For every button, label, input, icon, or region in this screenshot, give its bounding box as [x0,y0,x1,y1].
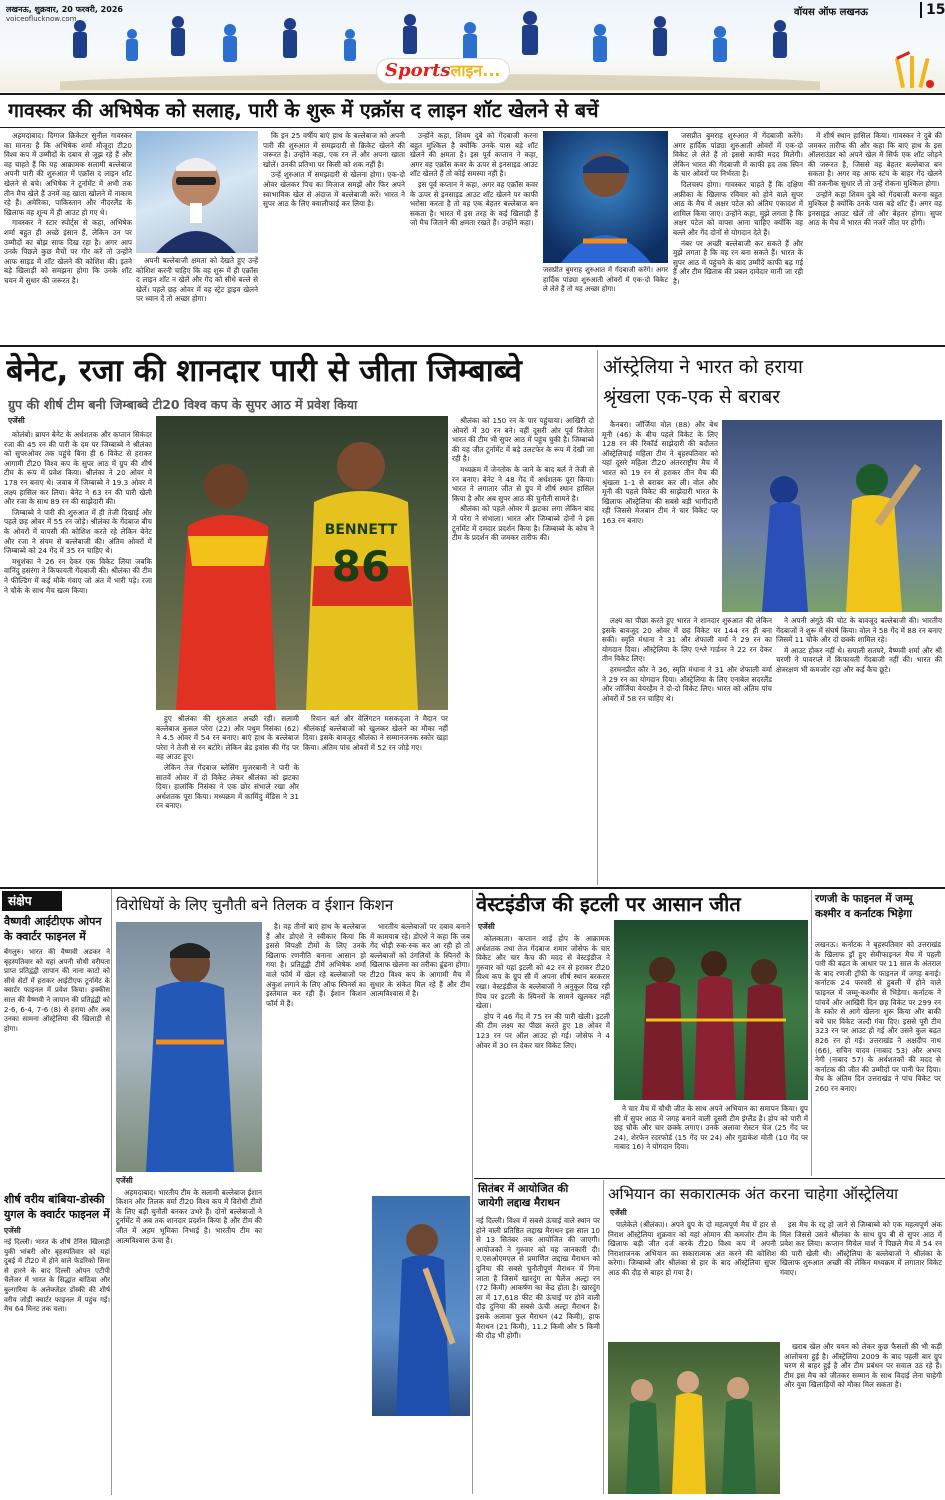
west-indies-illustration [614,920,808,1100]
story2-p7: श्रीलंका को 150 रन के पार पहुंचाया। आखिरी दो ओवरों में 30 रन बने। वहीं दूसरी ओर पूर्व विजेता भारत की टीम भी सुपर आठ में पहुंच चुकी है। जिम्बाब्वे की यह जीत टूर्नामेंट में बड़े उलटफेर के रूप में देखी जा रही है। [452,416,594,464]
story2-col-2b [156,714,299,885]
page-number: 15 [920,2,945,18]
australia-team-photo [608,1342,780,1494]
sankshep-body-1: बेंगलुरु। भारत की वैष्णवी अडकर ने बृहस्पतिवार को यहां अपनी चौथी वरीयता प्राप्त प्रतिद्वंद्वी जापान की नाना काटो को सीधे सेटों में हराकर आईटीएफ टूर्नामेंट के क्वार्टर फाइनल में प्रवेश किया। इक्कीस साल की वैष्णवी ने जापान की प्रतिद्वंद्वी को 2-6, 6-4, 7-6 (8) से हराया और अब उनका सामना ऑस्ट्रेलिया की खिलाड़ी से होगा। [4,948,110,1033]
story6-headline: रणजी के फाइनल में जम्मू कश्मीर व कर्नाटक भिड़ेगा [815,893,913,920]
story4-p3: भारतीय बल्लेबाजों पर दबाव बनाने में कामयाब रहे। डोएशे ने कहा कि जब गेंद थोड़ी रुक-रुक कर आ रही हो तो बल्लेबाजों को उंगलियों के स्पिनरों के खिलाफ खेलना का तरीका ढूंढना होगा। टी20 विश्व कप के आगामी मैच में सुधार के संकेत मिल रहे हैं और टीम आत्मविश्वास में है। [370,922,470,999]
story2-p8: मध्यक्रम में जेनतोक के जाने के बाद बर्ल ने तेजी से रन बनाए। बेनेट ने 48 गेंद में अर्धशतक पूरा किया। भारत ने लगातार जीत से ग्रुप में शीर्ष स्थान हासिल किया है और अब सुपर आठ की चुनौती सामने है। [452,464,594,503]
wicket-icon [888,48,938,90]
story1-p1: अहमदाबाद। दिग्गज क्रिकेटर सुनील गावस्कर का मानना है कि अभिषेक शर्मा मौजूदा टी20 विश्व कप में उम्मीदों के दबाव से जूझ रहे हैं और वह चाहते हैं कि यह आक्रामक सलामी बल्लेबाज अपनी पारी की शुरुआत में एक्रॉस द लाइन शॉट खेलने से बचे। अभिषेक ने टूर्नामेंट में अभी तक तीन मैच खेले हैं उनमें वह खाता खोलने में नाकाम रहे हैं। अमेरिका, पाकिस्तान और नीदरलैंड के खिलाफ वह शून्य में ही आउट हो गए थे। [4,131,132,217]
tilak-photo [372,1196,470,1416]
story1-p5: उन्हें शुरुआत में समझदारी से खेलना होगा। एक-दो ओवर खेलकर पिच का मिजाज समझें और फिर अपने स्वाभाविक खेल से अंदाज में बल्लेबाजी करें। भारत ने सुपर आठ के लिए क्वालीफाई कर लिया है। [263,170,405,209]
story3-col-2 [602,616,772,885]
masthead [0,0,945,92]
story3-col-1 [602,420,718,612]
story8-col-3 [784,1342,942,1494]
divider-story4-story5 [472,890,473,1494]
paper-name: वॉयस ऑफ लखनऊ [794,7,868,18]
gavaskar-photo [136,131,258,253]
story4-byline: एजेंसी [116,1176,133,1185]
australia-team-illustration [608,1342,780,1494]
story7-headline-2: जायेगी लद्दाख मैराथन [478,1197,560,1209]
story2-p3: मधुशंका ने 26 रन देकर एक विकेट लिया जबकि वानिंदु हसरंगा ने किफायती गेंदबाजी की। श्रीलंका की टीम ने फील्डिंग में कई मौके गंवाए जो अंत में भारी पड़े। रजा ने चौके के साथ मैच खत्म किया। [4,556,152,595]
story1-caption: जसप्रीत बुमराह शुरुआत में गेंदबाजी करेंगे। अगर हार्दिक पांड्या शुरुआती ओवरों में एक-दो विकेट ले लेते हैं तो यह अच्छा होगा। [543,266,668,294]
story5-byline: एजेंसी [478,922,495,931]
story1-p8: जसप्रीत बुमराह शुरुआत में गेंदबाजी करेंगे। अगर हार्दिक पांड्या शुरुआती ओवरों में एक-दो विकेट ले लेते हैं तो इससे काफी मदद मिलेगी। लेकिन भारत की गेंदबाजी में काफी हद तक स्पिन के चार ओवरों पर निर्भरता है। [673,131,803,179]
story2-headline: बेनेट, रजा की शानदार पारी से जीता जिम्बाब्वे [6,353,522,389]
sankshep-label: संक्षेप [2,891,62,911]
story1-p2: गावस्कर ने स्टार स्पोर्ट्स से कहा, अभिषेक शर्मा बहुत ही अच्छे इंसान हैं, लेकिन उन पर उम्मीदों का बोझ साफ दिख रहा है। अगर आप उनके पिछले कुछ मैचों पर गौर करें तो उन्होंने आफ साइड में शॉट खेलने की कोशिश की। इतने बड़े खिलाड़ी को समझना होगा कि उनके शॉट चयन में सुधार की जरूरत है। [4,218,132,285]
story5-headline: वेस्टइंडीज की इटली पर आसान जीत [476,892,741,916]
divider-story7-story8 [603,1180,604,1494]
jersey-number: 86 [331,542,391,591]
tilak-illustration [372,1196,470,1416]
story3-p3: हरमनप्रीत कौर ने 36, स्मृति मंधाना ने 31 और शेफाली वर्मा ने 29 रन का योगदान दिया। ऑस्ट्रेलिया के लिए एनाबेल सदरलैंड और जॉर्जिया वेयरहैम ने दो-दो विकेट लिए। भारत को अंतिम पांच ओवरों में 58 रन चाहिए थे। [602,664,772,703]
story2-p9: श्रीलंका को पहले ओवर में झटका लगा लेकिन बाद में परेरा ने संभाला। भारत और जिम्बाब्वे दोनों ने इस टूर्नामेंट में दमदार प्रदर्शन किया है। जिम्बाब्वे के कोच ने टीम के प्रदर्शन की जमकर तारीफ की। [452,504,594,543]
divider-story2-story3 [597,350,598,885]
story5-col-2 [614,1104,808,1170]
story1-p11: में शीर्ष स्थान हासिल किया। गावस्कर ने दुबे की जमकर तारीफ की और कहा कि बाएं हाथ के इस ऑलराउंडर को अपने खेल में सिर्फ एक शॉट जोड़ने की जरूरत है, जिससे वह बेहतर बल्लेबाज बन सकता है। अगर वह आफ स्टंप के बाहर गेंद खेलने की तकनीक सुधार लें तो उन्हें रोकना मुश्किल होगा। [808,131,942,188]
story3-p1: कैनबरा। जॉर्जिया वोल (88) और बेथ मूनी (46) के बीच पहले विकेट के लिए 128 रन की रिकॉर्ड साझेदारी की बदौलत ऑस्ट्रेलियाई महिला टीम ने बृहस्पतिवार को यहां दूसरे महिला टी20 अंतरराष्ट्रीय मैच में भारत को 19 रन से हराकर तीन मैच की श्रृंखला 1-1 से बराबर कर ली। वोल और मूनी की पहले विकेट की साझेदारी भारत के खिलाफ ऑस्ट्रेलिया की सबसे बड़ी भागीदारी रही जिससे मेजबान टीम ने चार विकेट पर 163 रन बनाए। [602,420,718,525]
story1-p3: अपनी बल्लेबाजी क्षमता को देखते हुए उन्हें कोशिश करनी चाहिए कि वह शुरू में ही एक्रॉस द लाइन शॉट न खेलें और गेंद को सीधे बल्ले से खेलें। पहले छह ओवर में वह स्ट्रेट ड्राइव खेलने पर ध्यान दें तो अच्छा होगा। [136,256,258,304]
zimbabwe-illustration [156,416,448,710]
jersey-name: BENNETT [324,522,398,538]
rule-2 [0,345,945,347]
story1-p10: नंबर पर अच्छी बल्लेबाजी कर सकते हैं और मुझे लगता है कि वह रन बना सकते हैं। भारत के सुपर आठ में पहुंचने के बाद उम्मीदें काफी बढ़ गई हैं और टीम खिताब की प्रबल दावेदार मानी जा रही है। [673,238,803,286]
story1-col-3 [263,131,405,341]
story8-byline: एजेंसी [610,1208,627,1217]
story3-p2: लक्ष्य का पीछा करते हुए भारत ने शानदार शुरुआत की लेकिन इसके बावजूद 20 ओवर में छह विकेट पर 144 रन ही बना सकी। स्मृति मंधाना ने 31 और शेफाली वर्मा ने 29 रन का योगदान दिया। ऑस्ट्रेलिया के लिए एश्ले गार्डनर ने 22 रन देकर तीन विकेट लिए। [602,616,772,664]
story6-body: लखनऊ। कर्नाटक ने बृहस्पतिवार को उत्तराखंड के खिलाफ ड्रॉ हुए सेमीफाइनल मैच में पहली पारी की बढ़त के आधार पर 11 साल के अंतराल के बाद रणजी ट्रॉफी के फाइनल में जगह बनाई। कर्नाटक 24 फरवरी से हुबली में होने वाले फाइनल में जम्मू-कश्मीर से भिड़ेगा। कर्नाटक ने पांचवें और आखिरी दिन छह विकेट पर 299 रन के स्कोर से आगे खेलना शुरू किया और बाकी बचे चार विकेट जल्दी गंवा दिए। इससे पूरी टीम 323 रन पर आउट हो गई और उसने कुल बढ़त 826 रन हो गई। उत्तराखंड ने अक्षदीप नाथ (66), सचिन यादव (नाबाद 53) और अभय नेगी (नाबाद 57) के अर्धशतकों की मदद से कर्नाटक की जीत की उम्मीदों पर पानी फेर दिया। मैच के अंतिम दिन उत्तराखंड ने पांच विकेट पर 260 रन बनाए। [815,940,941,1093]
story1-p12: उन्होंने कहा शिवम दुबे को गेंदबाजी करना बहुत मुश्किल है क्योंकि उनके पास बड़े शॉट हैं। अगर वह इनसाइड आउट खेलें तो और बेहतर होगा। सुपर आठ के मैच में भारत की नजरें जीत पर होंगी। [808,189,942,228]
story2-p1: कोलंबो। ब्रायन बेनेट के अर्धशतक और कप्तान सिकंदर रजा की 45 रन की पारी के दम पर जिम्बाब्वे ने श्रीलंका को सुपरओवर तक पहुंचे बिना ही 6 विकेट से हराकर आगामी टी20 विश्व कप के सुपर आठ में ग्रुप की शीर्ष टीम के रूप में प्रवेश किया। श्रीलंका ने 20 ओवर में 178 रन बनाए थे। जवाब में जिम्बाब्वे ने 19.3 ओवर में लक्ष्य हासिल कर लिया। बेनेट ने 63 रन की पारी खेली और रजा के साथ 89 रन की साझेदारी की। [4,430,152,507]
story2-col-4 [452,416,594,885]
section-logo [376,58,510,84]
story2-deck: ग्रुप की शीर्ष टीम बनी जिम्बाब्वे टी20 विश्व कप के सुपर आठ में प्रवेश किया [8,397,358,412]
story8-p3: खराब खेल और चयन को लेकर कुछ फैसलों की भी कड़ी आलोचना हुई है। ऑस्ट्रेलिया 2009 के बाद पहली बार ग्रुप चरण से बाहर हुई है और टीम प्रबंधन पर सवाल उठ रहे हैं। टीम इस मैच को जीतकर सम्मान के साथ विदाई लेना चाहेगी और युवा खिलाड़ियों को मौका मिल सकता है। [784,1342,942,1390]
story2-byline: एजेंसी [8,416,25,425]
ishan-photo [116,922,262,1172]
story8-col-1 [608,1220,776,1338]
story1-col-1 [4,131,132,341]
story3-headline-1: ऑस्ट्रेलिया ने भारत को हराया [603,356,803,378]
ishan-illustration [116,922,262,1172]
zimbabwe-photo [156,416,448,710]
story2-p4: हुए श्रीलंका की शुरुआत अच्छी रही। सलामी बल्लेबाज कुसल परेरा (22) और पथुम निसंका (62) ने 4.5 ओवर में 54 रन बनाए। बाएं हाथ के बल्लेबाज परेरा ने तेजी से रन बटोरे। लेकिन ब्रेड इवांस की गेंद पर वह आउट हुए। [156,714,299,762]
story1-col-2b [136,256,258,342]
story2-p2: जिम्बाब्वे ने पारी की शुरुआत में ही तेजी दिखाई और पहले छह ओवर में 55 रन जोड़े। श्रीलंका के गेंदबाज बीच के ओवरों में वापसी की कोशिश करते रहे लेकिन बेनेट और रजा ने संयम से बल्लेबाजी की। अंतिम ओवरों में जिम्बाब्वे को 24 गेंद में 35 रन चाहिए थे। [4,507,152,556]
story4-p2: है। वह तीनों बाएं हाथ के बल्लेबाज हैं और डोएशे ने स्वीकार किया कि इससे विपक्षी टीमों के लिए उनके खिलाफ रणनीति बनाना आसान हो गया है। प्रतिद्वंद्वी टीमें अभिषेक शर्मा वाले फॉर्म में खेल रहे बल्लेबाजों पर अंकुश लगाने के लिए ऑफ स्पिनर्स का इस्तेमाल कर रही हैं। ईशान किशन फॉर्म में हैं। [266,922,366,1008]
story3-p4: ने अपनी अंगूठे की चोट के बावजूद बल्लेबाजी की। भारतीय गेंदबाजों ने शुरू में संघर्ष किया। वोल ने 58 गेंद में 88 रन बनाए जिसमें 11 चौके और दो छक्के शामिल रहे। [776,616,942,645]
divider-story5-story6 [811,890,812,1176]
story1-p6: उन्होंने कहा, शिवम दुबे को गेंदबाजी करना बहुत मुश्किल है क्योंकि उनके पास बड़े शॉट खेलने की क्षमता है। इस पूर्व कप्तान ने कहा, अगर वह एक्रॉस कवर के ऊपर से इनसाइड आउट शॉट खेलते हैं तो कोई समस्या नहीं है। [410,131,538,179]
story3-p5: में आउट होकर नहीं थे। सयाली सतघरे, वैष्णवी शर्मा और श्री चरणी ने पावरप्ले में किफायती गेंदबाजी नहीं की। भारत की क्षेत्ररक्षण भी कमजोर रहा और कई कैच छूटे। [776,645,942,674]
story2-col-1 [4,430,152,885]
bumrah-illustration [543,131,668,263]
website: voiceoflucknow.com [6,15,77,23]
story1-p9: दिलचस्प होगा। गावस्कर चाहते हैं कि दक्षिण अफ्रीका के खिलाफ रविवार को होने वाले सुपर आठ के मैच में अक्षर पटेल को अंतिम एकादश में शामिल किया जाए। उन्होंने कहा, मुझे लगता है कि अक्षर पटेल को वापस आना चाहिए क्योंकि वह बल्ले और गेंद दोनों से योगदान देते हैं। [673,179,803,237]
story2-p5: लेकिन तेज गेंदबाज ब्लेसिंग मुजरबानी ने पारी के सातवें ओवर में दो विकेट लेकर श्रीलंका को झटका दिया। हालांकि निसंका ने एक छोर संभाले रखा और अर्धशतक पूरा किया। मध्यक्रम में कामिंदु मेंडिस ने 31 रन बनाए। [156,762,299,811]
bumrah-photo [543,131,668,263]
rule-4 [474,1178,945,1179]
sankshep-headline-1: वैष्णवी आईटीएफ ओपन के क्वार्टर फाइनल में [4,915,102,943]
story5-p2: होप ने 46 गेंद में 75 रन की पारी खेली। इटली की टीम लक्ष्य का पीछा करते हुए 18 ओवर में 123 रन पर ऑल आउट हो गई। जोसेफ ने 4 ओवर में 30 रन देकर चार विकेट लिए। [476,1011,610,1050]
story3-col-3 [776,616,942,885]
australia-women-illustration [722,420,942,612]
story4-p1: अहमदाबाद। भारतीय टीम के सलामी बल्लेबाज ईशान किशन और तिलक वर्मा टी20 विश्व कप में विरोधी टीमों के लिए बड़ी चुनौती बनकर उभरे हैं। दोनों बल्लेबाजों ने टूर्नामेंट में अब तक शानदार प्रदर्शन किया है और टीम की जीत में अहम भूमिका निभाई है। भारतीय टीम का आत्मविश्वास ऊंचा है। [116,1187,262,1245]
sankshep-byline-2: एजेंसी [4,1226,21,1235]
story4-col-1b [116,1176,262,1494]
player-silhouettes [73,11,787,62]
west-indies-photo [614,920,808,1100]
story7-headline-1: सितंबर में आयोजित की [478,1183,569,1195]
sankshep-headline-2: शीर्ष वरीय बांबिया-डोस्की युगल के क्वार्टर फाइनल में [4,1193,110,1221]
story1-headline: गावस्कर की अभिषेक को सलाह, पारी के शुरू में एक्रॉस द लाइन शॉट खेलने से बचें [8,99,599,122]
story1-p4: कि इन 25 वर्षीय बाएं हाथ के बल्लेबाज को अपनी पारी की शुरुआत में समझदारी से क्रिकेट खेलने की जरूरत है। उन्होंने कहा, एक रन लें और अपना खाता खोलें। उनकी प्रतिभा पर किसी को शक नहीं है। [263,131,405,169]
story5-p3: ने चार मैच में चौथी जीत के साथ अपने अभियान का समापन किया। ग्रुप सी में सुपर आठ में जगह बनाने वाली दूसरी टीम इंग्लैंड है। होप को पारी में छह चौके और चार छक्के लगाए। उनके अलावा रोस्टन चेज (25 गेंद पर 24), शेरफेन रदरफोर्ड (15 गेंद पर 24) और गुडाकेश मोती (10 गेंद पर नाबाद 16) ने योगदान दिया। [614,1104,808,1152]
story1-p7: इस पूर्व कप्तान ने कहा, अगर वह एक्रॉस कवर के ऊपर से इनसाइड आउट शॉट खेलने पर काफी भरोसा करता है तो वह एक बेहतर बल्लेबाज बन सकता है। भारत में इस तरह के कई खिलाड़ी हैं जो मैच जिताने की क्षमता रखते हैं। उन्होंने कहा। [410,179,538,228]
section-logo-line: लाइन... [450,61,501,80]
story2-p6: रियान बर्ल और वेलिंगटन मसकद्जा ने मैदान पर श्रीलंकाई बल्लेबाजों को खुलकर खेलने का मौका नहीं दिया। इसके बावजूद श्रीलंका ने सम्मानजनक स्कोर खड़ा किया। अंतिम पांच ओवरों में 52 रन जोड़े गए। [303,714,448,752]
story5-p1: कोलकाता। कप्तान शाई होप के आक्रामक अर्धशतक तथा तेज गेंदबाज शमार जोसेफ के चार विकेट और चार कैच की मदद से वेस्टइंडीज ने गुरुवार को यहां इटली को 42 रन से हराकर टी20 विश्व कप के ग्रुप सी में अपना शीर्ष स्थान बरकरार रखा। वेस्टइंडीज के बल्लेबाजों ने अनुकूल दिख रही पिच पर इटली के स्पिनरों के सामने खुलकर नहीं खेला। [476,934,610,1011]
rule-1 [0,127,945,128]
rule-top [0,93,945,95]
story4-headline: विरोधियों के लिए चुनौती बने तिलक व ईशान किशन [116,896,394,914]
australia-women-photo [722,420,942,612]
story8-p1: पालेकेले (श्रीलंका)। अपने ग्रुप के दो महत्वपूर्ण मैच में हार से निराश ऑस्ट्रेलिया शुक्रवार को यहां ओमान की कमजोर टीम के खिलाफ बड़ी जीत दर्ज करके टी20 विश्व कप में अपनी निराशाजनक अभियान का सकारात्मक अंत करने की कोशिश करेगा। जिम्बाब्वे और श्रीलंका से हार के बाद ऑस्ट्रेलिया सुपर आठ की दौड़ से बाहर हो गया है। [608,1220,776,1277]
story4-col-2 [266,922,366,1494]
story8-col-2 [780,1220,942,1338]
section-logo-sports: Sports [385,60,451,81]
story3-headline-2: श्रृंखला एक-एक से बराबर [603,386,780,408]
story1-col-7 [808,131,942,341]
gavaskar-illustration [136,131,258,253]
story2-col-3b [303,714,448,885]
rule-3 [0,887,945,889]
dateline: लखनऊ, शुक्रवार, 20 फरवरी, 2026 [6,5,123,14]
story1-col-6 [673,131,803,341]
story5-col-1 [476,934,610,1168]
story8-p2: इस मैच के रद्द हो जाने से जिम्बाब्वे को एक महत्वपूर्ण अंक मिल जिससे उसने श्रीलंका के साथ ग्रुप बी से सुपर आठ में प्रवेश कर लिया। कप्तान मिचेल मार्श ने पिछले मैच में 54 रन की पारी खेली थी। ऑस्ट्रेलिया के बल्लेबाजों ने श्रीलंका के खिलाफ शुरुआत अच्छी की लेकिन मध्यक्रम में लगातार विकेट गंवाए। [780,1220,942,1277]
story8-headline: अभियान का सकारात्मक अंत करना चाहेगा ऑस्ट्रेलिया [608,1185,899,1203]
sankshep-body-2: नई दिल्ली। भारत के शीर्ष टेनिस खिलाड़ी युकी भांबरी और बृहस्पतिवार को यहां दुबई में टी20 में होने वाले फेडरिको सिना से हारने के बाद दिल्ली ओपन एटीपी चैलेंजर में भारत के सिद्धांत बांठिया और बुल्गारिया के अलेक्जेंडर डोंस्की की शीर्ष वरीय जोड़ी क्वार्टर फाइनल में पहुंच गई। मैच 64 मिनट तक चला। [4,1238,110,1314]
story1-col-4 [410,131,538,341]
story7-body: नई दिल्ली। विश्व में सबसे ऊंचाई वाले स्थान पर होने वाली प्रतिष्ठित लद्दाख मैराथन इस साल 10 से 13 सितंबर तक आयोजित की जाएगी। आयोजकों ने गुरुवार को यह जानकारी दी। ए.एसओएमएल से प्रमाणित लद्दाख मैराथन को दुनिया की सबसे चुनौतीपूर्ण मैराथन में गिना जाता है जिसमें खारदुंग ला चैलेंज अल्ट्रा रन (72 किमी) आकर्षण का केंद्र होता है। खारदुंग ला में 17,618 फीट की ऊंचाई पर होने वाली दौड़ दुनिया की सबसे ऊंची अल्ट्रा मैराथन है। इसके अलावा फुल मैराथन (42 किमी), हाफ मैराथन (21 किमी), 11.2 किमी और 5 किमी की दौड़ भी होगी। [476,1216,600,1341]
